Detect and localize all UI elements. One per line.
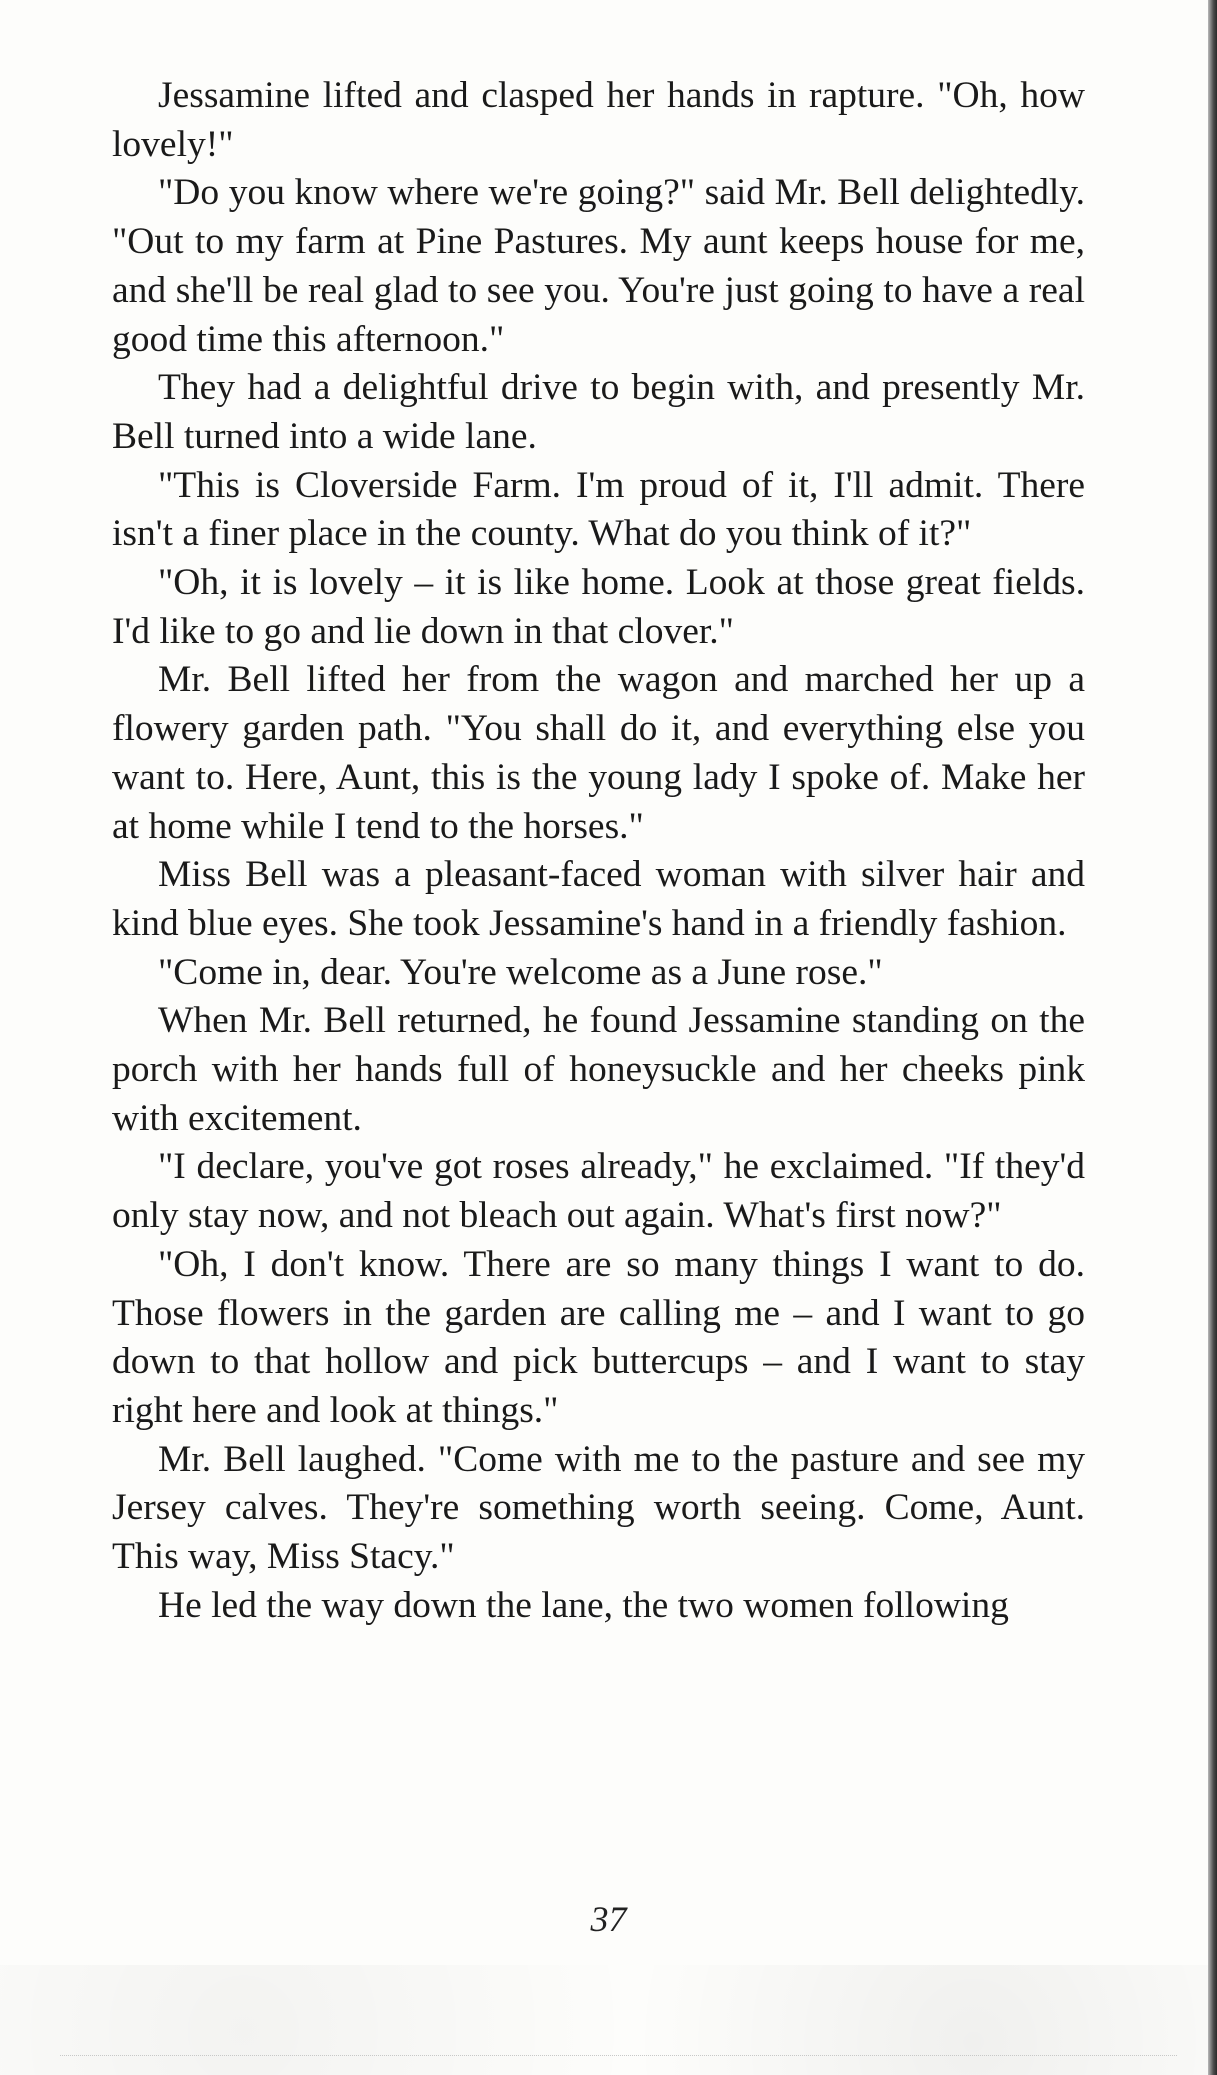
paragraph-1: Jessamine lifted and clasped her hands in rapture. "Oh, how lovely!" <box>112 75 1085 165</box>
paragraph-4: "This is Cloverside Farm. I'm proud of it, I'll admit. There isn't a finer place in the county. What do you think of it?" <box>112 464 1085 555</box>
page-number: 37 <box>590 1899 627 1939</box>
paragraph-12: Mr. Bell laughed. "Come with me to the pasture and see my Jersey calves. They're something worth seeing. Come, Aunt. This way, Miss Stacy." <box>112 1438 1085 1578</box>
paragraph-9: When Mr. Bell returned, he found Jessamine standing on the porch with her hands full of honeysuckle and her cheeks pink with excitement. <box>112 1000 1085 1139</box>
page-edge-line <box>60 2055 1177 2057</box>
book-spine-edge <box>1208 0 1217 2075</box>
body-text <box>112 72 1085 1631</box>
paragraph-5: "Oh, it is lovely – it is like home. Look at those great fields. I'd like to go and lie down in that clover." <box>112 562 1085 652</box>
paragraph-11: "Oh, I don't know. There are so many things I want to do. Those flowers in the garden are calling me – and I want to go down to that hollow and pick buttercups – and I want to stay right here and look at things." <box>112 1243 1085 1431</box>
paragraph-13: He led the way down the lane, the two women following <box>158 1584 1009 1626</box>
paragraph-8: "Come in, dear. You're welcome as a June rose." <box>158 951 883 993</box>
scan-noise <box>0 1965 1217 2075</box>
paragraph-7: Miss Bell was a pleasant-faced woman with silver hair and kind blue eyes. She took Jessamine's hand in a friendly fashion. <box>112 854 1085 944</box>
paragraph-2: "Do you know where we're going?" said Mr. Bell delightedly. "Out to my farm at Pine Pastures. My aunt keeps house for me, and she'll be real glad to see you. You're just going to have a real good time this afternoon." <box>112 172 1085 360</box>
paragraph-6: Mr. Bell lifted her from the wagon and marched her up a flowery garden path. "You shall do it, and everything else you want to. Here, Aunt, this is the young lady I spoke of. Make her at home while I tend to the horses." <box>112 659 1085 847</box>
paragraph-10: "I declare, you've got roses already," he exclaimed. "If they'd only stay now, and not bleach out again. What's first now?" <box>112 1146 1085 1237</box>
paragraph-3: They had a delightful drive to begin with, and presently Mr. Bell turned into a wide lane. <box>112 367 1085 457</box>
